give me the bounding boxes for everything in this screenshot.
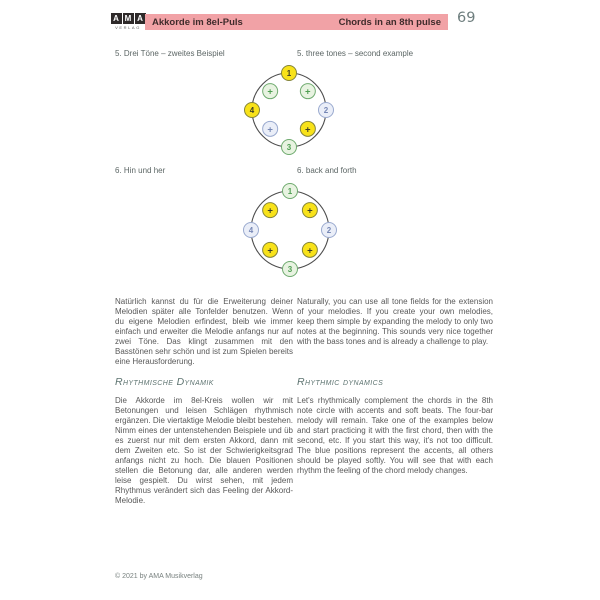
paragraph-text: Die Akkorde im 8el-Kreis wollen wir mit Betonungen und leisen Schlägen rhythmisch ergänzen. Die viertaktige Melodie bleibt bestehen. Nimm eines der untenstehenden Beispiele und üb es zuerst nur mit dem ersten Akkord, dann mit dem Zweiten etc. So ist der Schwierigkeitsgrad anfangs nicht zu hoch. Die blauen Positionen stellen die Betonung dar, alle anderen werden leise gespielt. Du wirst sehen, mit jedem Rhythmus verändert sich das Feeling der Akkord-Melodie. (115, 396, 293, 505)
svg-text:4: 4 (248, 225, 254, 235)
logo-letter: M (123, 13, 134, 24)
paragraph1-german (115, 297, 293, 367)
svg-text:+: + (307, 205, 313, 217)
svg-text:+: + (305, 124, 311, 136)
logo-letter: A (111, 13, 122, 24)
svg-text:+: + (267, 86, 273, 98)
diagram2-caption-de: 6. Hin und her (115, 166, 166, 175)
svg-text:+: + (305, 86, 311, 98)
paragraph-text: Naturally, you can use all tone fields for the extension of your melodies. If you create your own melodies, keep them simple by expanding the melody to only two notes at the beginning. This sounds very nice together with the bass tones and is already a challenge to play. (297, 297, 493, 346)
logo-letter-squares (107, 13, 149, 24)
heading-text: Rhythmische Dynamik (115, 376, 214, 388)
section-heading-german (115, 376, 293, 388)
diagram1-caption-en: 5. three tones – second example (297, 49, 414, 58)
tone-circle-diagram-2 (205, 175, 375, 290)
paragraph2-english (297, 396, 493, 476)
logo-letter: A (135, 13, 146, 24)
chapter-title-en: Chords in an 8th pulse (338, 16, 441, 28)
header-bar (145, 14, 448, 30)
heading-text: Rhythmic dynamics (297, 376, 384, 388)
paragraph2-german (115, 396, 293, 506)
ama-verlag-logo (107, 13, 149, 30)
svg-text:+: + (267, 205, 273, 217)
diagram2-caption-en: 6. back and forth (297, 166, 357, 175)
paragraph-text: Let's rhythmically complement the chords in the 8th note circle with accents and soft beats. The four-bar melody will remain. Take one of the examples below and start practicing it with the first chord, then with the second, etc. If you start this way, it's not too difficult. The blue positions represent the accents, all others should be played softly. You will see that with each rhythm the feeling of the chord melody changes. (297, 396, 493, 475)
paragraph1-english (297, 297, 493, 347)
tone-circle-diagram-1 (204, 60, 374, 165)
svg-text:2: 2 (323, 105, 329, 115)
paragraph-text: Natürlich kannst du für die Erweiterung deiner Melodien später alle Tonfelder benutzen. Wenn du eigene Melodien erfindest, bleib wie immer einfach und erweiter die Melodie anfangs nur auf zwei Töne. Das klingt zusammen mit den Basstönen sehr schön und ist zum Spielen bereits eine Herausforderung. (115, 297, 293, 366)
svg-text:3: 3 (286, 142, 292, 152)
section-heading-english (297, 376, 493, 388)
svg-text:+: + (267, 124, 273, 136)
diagram1-caption-de: 5. Drei Töne – zweites Beispiel (115, 49, 225, 58)
logo-subtext: VERLAG (115, 25, 141, 30)
svg-text:4: 4 (249, 105, 255, 115)
svg-text:2: 2 (326, 225, 332, 235)
svg-text:3: 3 (287, 264, 293, 274)
chapter-title-de: Akkorde im 8el-Puls (152, 16, 243, 28)
svg-text:1: 1 (287, 186, 293, 196)
svg-text:+: + (267, 245, 273, 257)
copyright-notice: © 2021 by AMA Musikverlag (115, 573, 203, 580)
svg-text:+: + (307, 245, 313, 257)
page-number: 69 (457, 10, 476, 26)
svg-text:1: 1 (286, 68, 292, 78)
